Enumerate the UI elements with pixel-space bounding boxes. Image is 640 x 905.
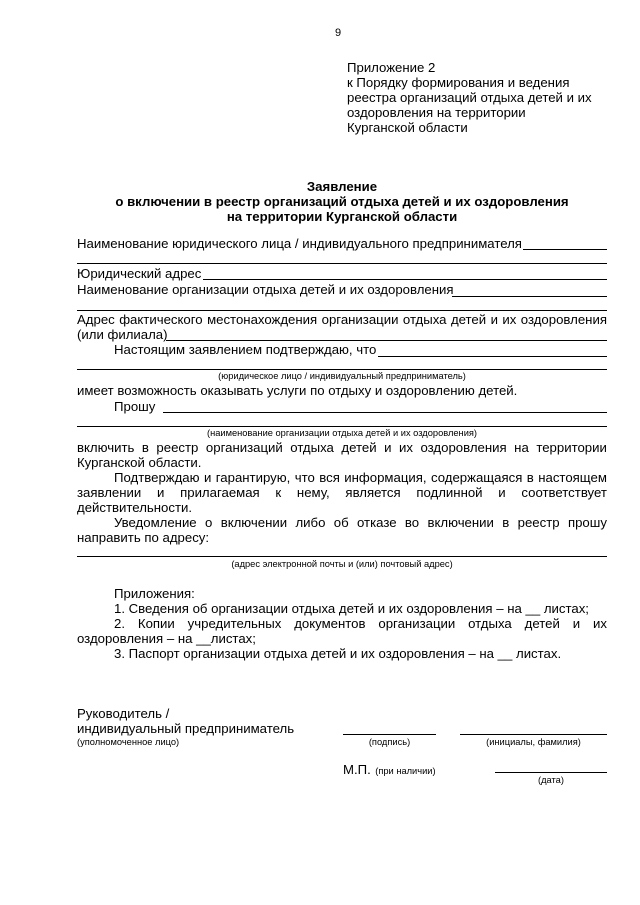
legal-name-field-line2[interactable] (77, 263, 607, 264)
word: детей (524, 616, 560, 631)
word: детей (450, 312, 487, 327)
confirm-field-line2[interactable] (77, 369, 607, 370)
include-paragraph (77, 440, 607, 455)
can-provide-text: имеет возможность оказывать услуги по отдыху и оздоровлению детей. (77, 383, 518, 398)
signer-role-hint: (уполномоченное лицо) (77, 737, 180, 747)
org-request-field-line2[interactable] (77, 426, 607, 427)
hint-org: (наименование организации отдыха детей и их оздоровления) (206, 428, 478, 438)
appendix-line: к Порядку формирования и ведения (347, 75, 570, 90)
word: либо (295, 515, 326, 530)
word: включении (220, 515, 288, 530)
word: отдыха (468, 616, 512, 631)
org-name-field-line2[interactable] (77, 310, 607, 311)
word: Подтверждаю (114, 470, 200, 485)
word: Адрес (77, 312, 115, 327)
legal-address-field[interactable] (203, 279, 607, 280)
word: в (502, 515, 510, 530)
signature-hint: (подпись) (368, 737, 411, 747)
word: о (205, 515, 213, 530)
word: соответствует (521, 485, 607, 500)
word: 2. (114, 616, 125, 631)
word: включении (427, 515, 494, 530)
word: в (141, 440, 149, 455)
actual-address-label (77, 312, 607, 327)
name-hint: (инициалы, фамилия) (486, 737, 581, 747)
word: территории (536, 440, 607, 455)
name-field[interactable] (460, 734, 607, 735)
word: и (498, 485, 506, 500)
word: реестр (156, 440, 199, 455)
word: гарантирую, (215, 470, 291, 485)
attachment-item: 1. Сведения об организации отдыха детей и их оздоровления – на __ листах; (114, 601, 589, 616)
word: содержащаяся (430, 470, 523, 485)
guarantee-paragraph (114, 470, 607, 485)
date-hint: (дата) (538, 775, 564, 785)
word: детей (341, 440, 377, 455)
heading-line: на территории Курганской области (226, 209, 458, 224)
hint-address: (адрес электронной почты и (или) почтовый адрес) (231, 559, 453, 569)
word: в (526, 470, 534, 485)
word: является (345, 485, 401, 500)
word: и (157, 485, 165, 500)
word: во (404, 515, 420, 530)
confirm-label: Настоящим заявлением подтверждаю, что (114, 342, 377, 357)
word: вся (319, 470, 340, 485)
word: документов (294, 616, 366, 631)
word: отказе (357, 515, 397, 530)
word: фактического (119, 312, 203, 327)
word: об (333, 515, 349, 530)
word: оздоровления (520, 312, 607, 327)
legal-address-label: Юридический адрес (77, 266, 202, 281)
org-request-field[interactable] (163, 412, 607, 413)
signature-field[interactable] (343, 734, 436, 735)
notify-paragraph (114, 515, 607, 530)
appendix-line: реестра организаций отдыха детей и их (347, 90, 592, 105)
heading-title: Заявление (306, 179, 378, 194)
word: отдыха (290, 440, 334, 455)
signer-role-line2: индивидуальный предприниматель (77, 721, 295, 736)
include-paragraph-line2: Курганской области. (77, 455, 202, 470)
word: настоящем (538, 470, 607, 485)
word: учредительных (187, 616, 282, 631)
org-name-field[interactable] (452, 296, 607, 297)
request-label: Прошу (114, 399, 156, 414)
notify-paragraph-line2: направить по адресу: (77, 530, 210, 545)
word: Копии (137, 616, 175, 631)
word: Уведомление (114, 515, 197, 530)
heading-line: о включении в реестр организаций отдыха детей и их оздоровления (115, 194, 569, 209)
word: что (294, 470, 315, 485)
notify-address-field[interactable] (77, 556, 607, 557)
appendix-title: Приложение 2 (347, 60, 436, 75)
word: прошу (567, 515, 607, 530)
word: информация, (344, 470, 427, 485)
word: их (592, 616, 607, 631)
attachments-title: Приложения: (114, 586, 195, 601)
stamp-label: М.П. (343, 762, 371, 777)
word: нему, (296, 485, 330, 500)
hint-legal: (юридическое лицо / индивидуальный предприниматель) (218, 371, 466, 381)
word: оздоровления (420, 440, 507, 455)
signer-role: Руководитель / (77, 706, 170, 721)
word: реестр (517, 515, 560, 530)
attachment-item-line2: оздоровления – на __листах; (77, 631, 256, 646)
guarantee-paragraph-line2 (77, 485, 607, 500)
word: и (572, 616, 581, 631)
guarantee-paragraph-line3: действительности. (77, 500, 193, 515)
attachment-item: 3. Паспорт организации отдыха детей и их оздоровления – на __ листах. (114, 646, 562, 661)
word: и (490, 312, 498, 327)
word: их (502, 312, 517, 327)
stamp-area (343, 761, 436, 779)
date-field[interactable] (495, 772, 607, 773)
word: организации (378, 616, 456, 631)
word: их (399, 440, 413, 455)
org-name-label: Наименование организации отдыха детей и их оздоровления (77, 282, 454, 297)
word: к (275, 485, 282, 500)
actual-address-field[interactable] (166, 340, 607, 341)
page-number: 9 (335, 27, 342, 39)
actual-address-label-line2: (или филиала) (77, 327, 168, 342)
appendix-line: оздоровления на территории (347, 105, 526, 120)
word: прилагаемая (180, 485, 260, 500)
word: включить (77, 440, 135, 455)
word: организаций (205, 440, 283, 455)
word: на (514, 440, 529, 455)
appendix-line: Курганской области (347, 120, 468, 135)
word: отдыха (402, 312, 447, 327)
attachment-item (114, 616, 607, 631)
word: местонахождения (207, 312, 318, 327)
legal-name-label: Наименование юридического лица / индивидуального предпринимателя (77, 236, 522, 251)
stamp-hint: (при наличии) (375, 766, 436, 776)
word: и (384, 440, 392, 455)
word: и (203, 470, 212, 485)
word: заявлении (77, 485, 142, 500)
word: организации (321, 312, 399, 327)
word: подлинной (416, 485, 483, 500)
legal-name-field[interactable] (523, 249, 607, 250)
confirm-field[interactable] (378, 356, 607, 357)
